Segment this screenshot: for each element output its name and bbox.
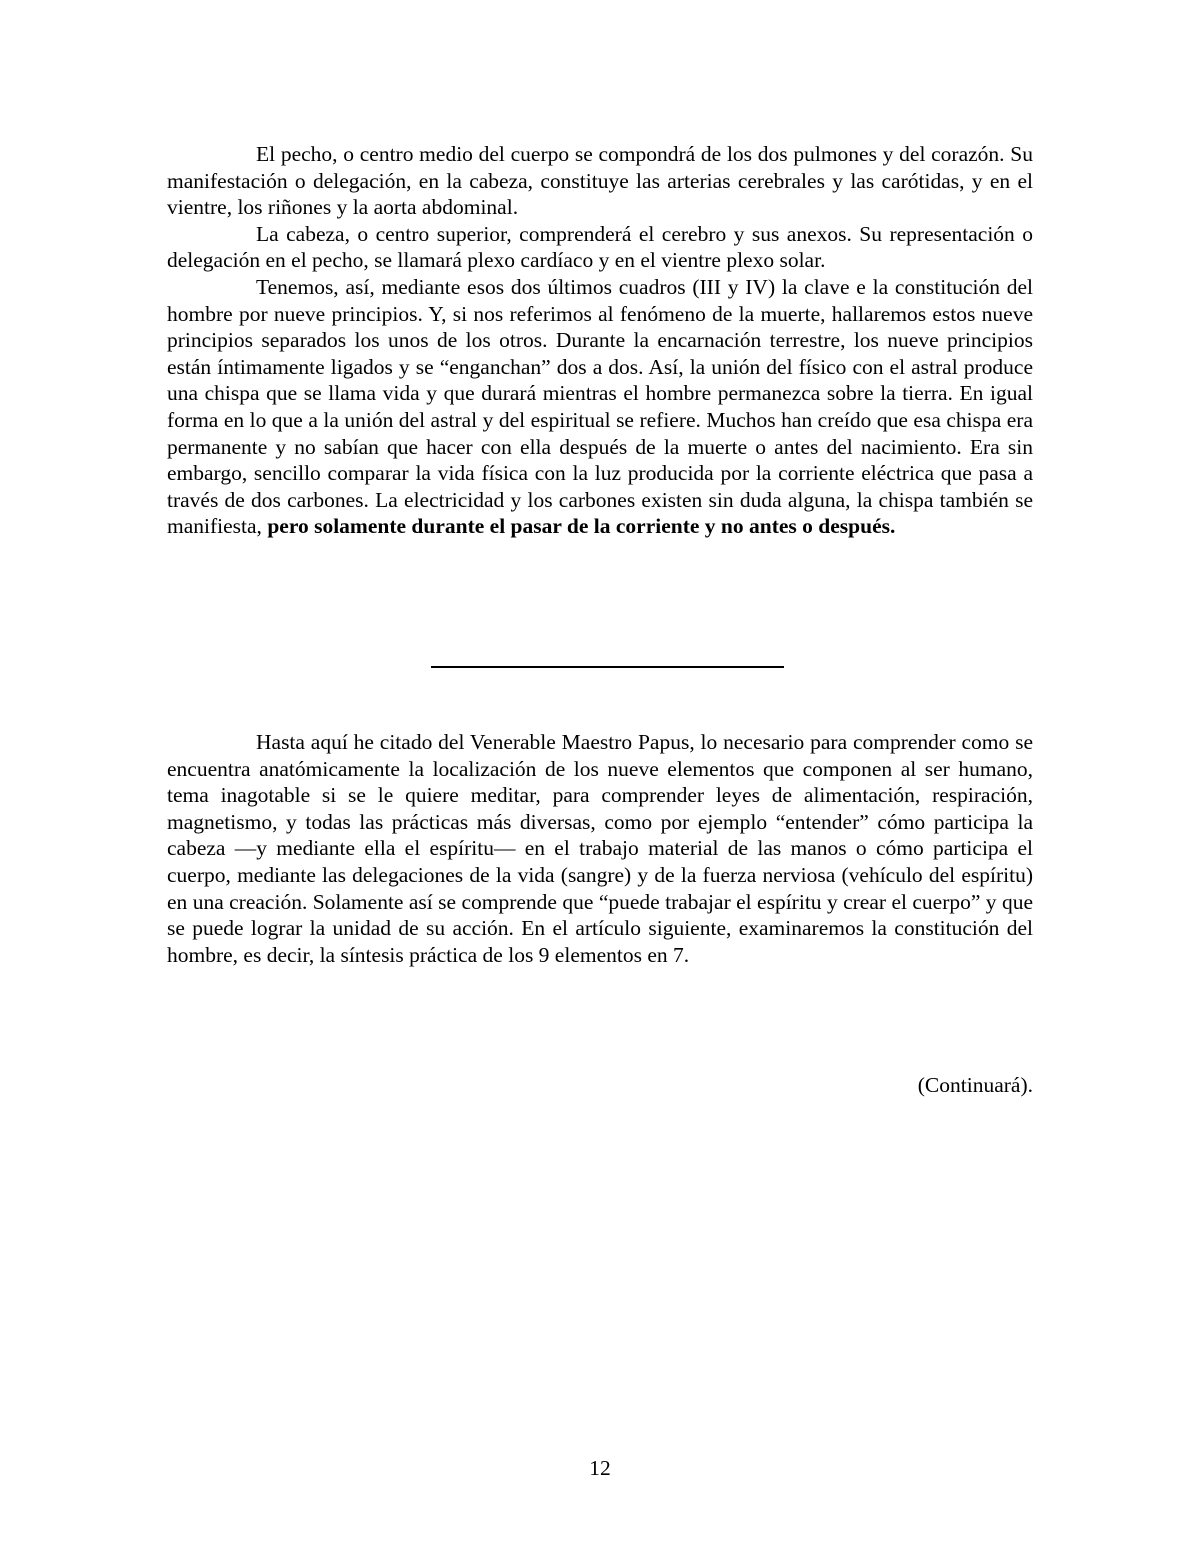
bold-emphasis: pero solamente durante el pasar de la corriente y no antes o después. [267,514,896,539]
paragraph-cabeza: La cabeza, o centro superior, comprenderá el cerebro y sus anexos. Su representación o delegación en el pecho, se llamará plexo cardíaco y en el vientre plexo solar. [167,221,1033,273]
continuation-note: (Continuará). [917,1073,1033,1097]
section-divider-line [431,666,784,668]
page-number: 12 [589,1456,611,1480]
paragraph-commentary: Hasta aquí he citado del Venerable Maestro Papus, lo necesario para comprender como se encuentra anatómicamente la localización de los nueve elementos que componen al ser humano, tema inagotable si se le quiere meditar, para comprender leyes de alimentación, respiración, magnetismo, y todas las prácticas más diversas, como por ejemplo “entender” cómo participa la cabeza —y mediante ella el espíritu— en el trabajo material de las manos o cómo participa el cuerpo, mediante las delegaciones de la vida (sangre) y de la fuerza nerviosa (vehículo del espíritu) en una creación. Solamente así se comprende que “puede trabajar el espíritu y crear el cuerpo” y que se puede lograr la unidad de su acción. En el artículo siguiente, examinaremos la constitución del hombre, es decir, la síntesis práctica de los 9 elementos en 7. [167,730,1033,967]
paragraph-pecho: El pecho, o centro medio del cuerpo se compondrá de los dos pulmones y del corazón. Su manifestación o delegación, en la cabeza, constituye las arterias cerebrales y las carótidas, y en el vientre, los riñones y la aorta abdominal. [167,142,1033,220]
body-section-commentary [167,729,1033,968]
paragraph-nueve-principios [167,274,1033,540]
paragraph-nueve-principios-text: Tenemos, así, mediante esos dos últimos cuadros (III y IV) la clave e la constitución del hombre por nueve principios. Y, si nos referimos al fenómeno de la muerte, hallaremos estos nueve principios separados los unos de los otros. Durante la encarnación terrestre, los nueve principios están íntimamente ligados y se “enganchan” dos a dos. Así, la unión del físico con el astral produce una chispa que se llama vida y que durará mientras el hombre permanezca sobre la tierra. En igual forma en lo que a la unión del astral y del espiritual se refiere. Muchos han creído que esa chispa era permanente y no sabían que hacer con ella después de la muerte o antes del nacimiento. Era sin embargo, sencillo comparar la vida física con la luz producida por la corriente eléctrica que pasa a través de dos carbones. La electricidad y los carbones existen sin duda alguna, la chispa también se manifiesta, [167,274,1033,539]
body-section-papus-quote [167,141,1033,540]
